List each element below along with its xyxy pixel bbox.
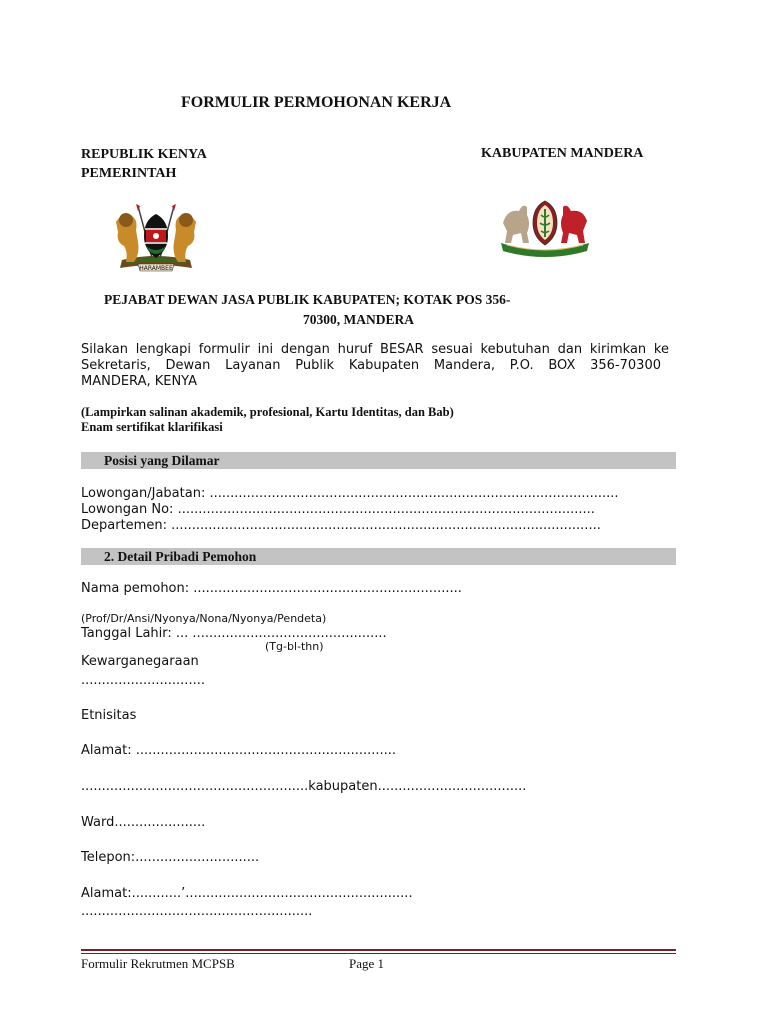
office-address-line-2: 70300, MANDERA	[303, 312, 414, 327]
county-field[interactable]: .......................................................kabupaten....................................	[81, 779, 527, 794]
section-position-applied-bar	[81, 452, 676, 469]
title-options-hint: (Prof/Dr/Ansi/Nyonya/Nona/Nyonya/Pendeta)	[81, 612, 327, 625]
section-personal-details-bar	[81, 548, 676, 565]
header-republic: REPUBLIK KENYA	[81, 147, 207, 162]
footer-page-number: Page 1	[349, 956, 385, 971]
footer-rule-thick	[81, 949, 676, 951]
header-government: PEMERINTAH	[81, 166, 177, 181]
address-field[interactable]: Alamat: ...............................................................	[81, 743, 397, 758]
footer-form-name: Formulir Rekrutmen MCPSB	[81, 956, 235, 971]
form-title: FORMULIR PERMOHONAN KERJA	[181, 94, 452, 111]
department-field[interactable]: Departemen: ........................................................................................................	[81, 518, 601, 533]
applicant-name-field[interactable]: Nama pemohon: .................................................................	[81, 581, 462, 596]
vacancy-title-field[interactable]: Lowongan/Jabatan: ...................................................................................................	[81, 486, 619, 501]
instructions-paragraph	[81, 342, 669, 390]
date-of-birth-field[interactable]: Tanggal Lahir: ... ...............................................	[81, 626, 387, 641]
telephone-field[interactable]: Telepon:..............................	[81, 850, 260, 865]
ethnicity-field[interactable]: Etnisitas	[81, 708, 137, 723]
instructions-line-3: MANDERA, KENYA	[81, 374, 198, 389]
office-address-line-1: PEJABAT DEWAN JASA PUBLIK KABUPATEN; KOTAK POS 356-	[104, 292, 511, 307]
kenya-coat-of-arms-emblem	[108, 202, 204, 274]
mandera-county-emblem	[497, 193, 593, 259]
date-format-hint: (Tg-bl-thn)	[265, 640, 324, 653]
section-personal-details-heading: 2. Detail Pribadi Pemohon	[104, 549, 257, 564]
instructions-line-2: Sekretaris, Dewan Layanan Publik Kabupaten Mandera, P.O. BOX 356-70300	[81, 358, 661, 373]
footer-rule-thin	[81, 953, 676, 954]
ward-field[interactable]: Ward......................	[81, 815, 206, 830]
citizenship-field[interactable]: ..............................	[81, 673, 205, 688]
postal-address-continuation[interactable]: ........................................................	[81, 904, 313, 919]
section-position-applied-heading: Posisi yang Dilamar	[104, 453, 220, 468]
kenya-motto: HARAMBEE	[139, 265, 173, 272]
attachment-note-2: Enam sertifikat klarifikasi	[81, 420, 223, 434]
citizenship-label: Kewarganegaraan	[81, 654, 199, 669]
instructions-line-1: Silakan lengkapi formulir ini dengan huruf BESAR sesuai kebutuhan dan kirimkan ke	[81, 342, 669, 357]
postal-address-field[interactable]: Alamat:............’.......................................................	[81, 886, 413, 901]
vacancy-number-field[interactable]: Lowongan No: .....................................................................................................	[81, 502, 595, 517]
header-county: KABUPATEN MANDERA	[481, 146, 644, 161]
attachment-note-1: (Lampirkan salinan akademik, profesional, Kartu Identitas, dan Bab)	[81, 405, 454, 419]
